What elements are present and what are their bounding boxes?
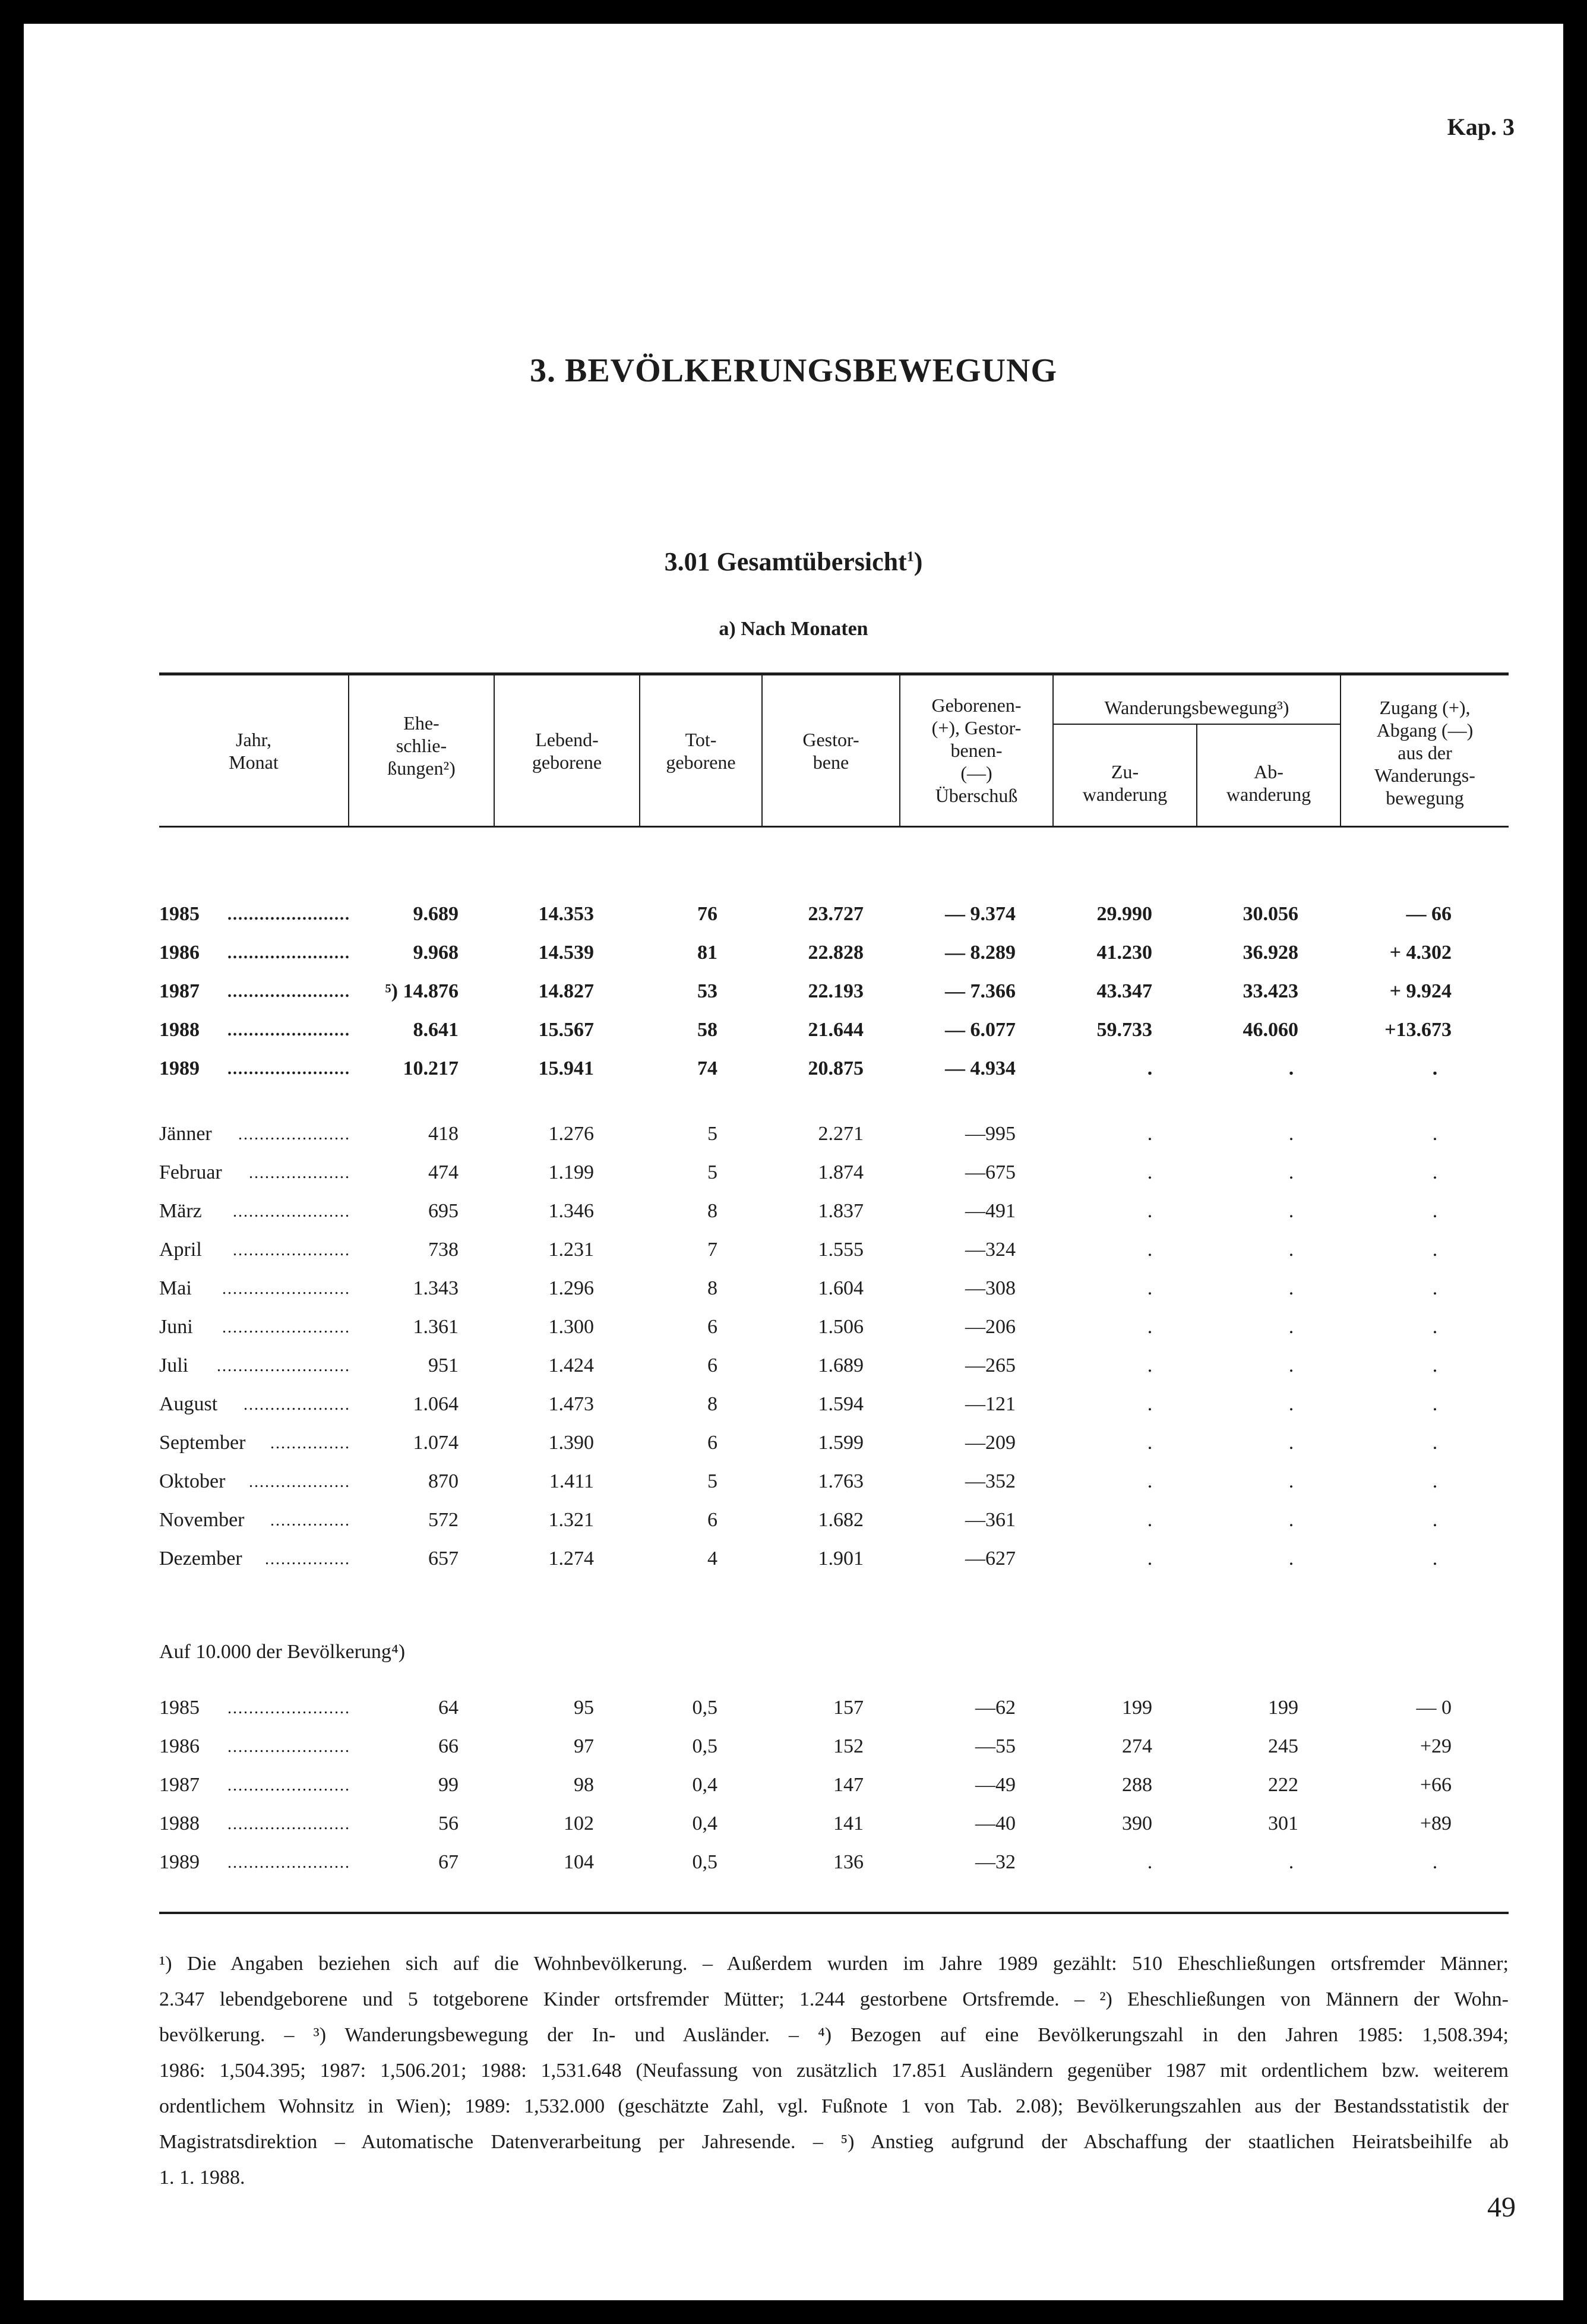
table-cell: . — [1288, 1509, 1294, 1531]
table-cell: 199 — [1122, 1697, 1152, 1719]
row-label-text: 1985 — [159, 1697, 200, 1719]
table-cell: 6 — [707, 1432, 717, 1454]
table-cell: 6 — [707, 1316, 717, 1338]
table-cell: 1.604 — [818, 1277, 864, 1299]
table-cell: 43.347 — [1096, 980, 1152, 1002]
table-cell: 147 — [833, 1774, 864, 1796]
leader-dots: ................... — [249, 1473, 350, 1491]
table-cell: 1.689 — [818, 1354, 864, 1376]
table-cell: 23.727 — [808, 903, 864, 925]
table-cell: 4 — [707, 1548, 717, 1570]
table-cell: —209 — [965, 1432, 1016, 1454]
footnote-line: 1. 1. 1988. — [159, 2167, 245, 2189]
table-cell: 1.473 — [548, 1393, 594, 1415]
table-cell: +66 — [1420, 1774, 1452, 1796]
table-cell: 222 — [1268, 1774, 1298, 1796]
table-cell: . — [1288, 1123, 1294, 1145]
table-cell: 157 — [833, 1697, 864, 1719]
table-cell: 95 — [574, 1697, 594, 1719]
table-cell: 5 — [707, 1123, 717, 1145]
table-cell: 59.733 — [1096, 1019, 1152, 1041]
table-cell: 64 — [438, 1697, 459, 1719]
table-cell: 1.074 — [413, 1432, 459, 1454]
table-cell: 81 — [697, 942, 717, 964]
leader-dots: ....................... — [227, 944, 350, 962]
header-gestorbene: Gestor- bene — [802, 729, 859, 773]
table-cell: . — [1288, 1548, 1294, 1570]
rate-section-heading: Auf 10.000 der Bevölkerung⁴) — [159, 1641, 406, 1663]
table-cell: 33.423 — [1243, 980, 1298, 1002]
table-cell: 1.411 — [549, 1470, 594, 1492]
leader-dots: ....................... — [227, 1776, 350, 1795]
table-cell: 1.343 — [413, 1277, 459, 1299]
table-cell: . — [1432, 1851, 1438, 1873]
table-cell: —627 — [965, 1548, 1016, 1570]
table-cell: —491 — [965, 1200, 1016, 1222]
table-cell: . — [1432, 1200, 1438, 1222]
chapter-label: Kap. 3 — [1447, 113, 1515, 140]
table-title: 3.01 Gesamtübersicht$^1$) — [664, 547, 923, 576]
footnotes — [159, 1946, 1509, 2196]
table-cell: 98 — [574, 1774, 594, 1796]
table-cell: . — [1147, 1316, 1153, 1338]
table-cell: 8.641 — [413, 1019, 459, 1041]
table-cell: . — [1147, 1432, 1153, 1454]
row-label-text: Jänner — [159, 1123, 212, 1145]
table-cell: —308 — [965, 1277, 1016, 1299]
table-cell: . — [1288, 1432, 1294, 1454]
table-cell: 6 — [707, 1509, 717, 1531]
table-cell: 1.274 — [548, 1548, 594, 1570]
table-cell: . — [1288, 1354, 1294, 1376]
table-cell: —49 — [975, 1774, 1016, 1796]
table-cell: 274 — [1122, 1735, 1152, 1757]
table-cell: —675 — [965, 1161, 1016, 1183]
table-bottom-rule — [159, 1912, 1509, 1914]
table-cell: —32 — [975, 1851, 1016, 1873]
table-cell: —62 — [975, 1697, 1016, 1719]
leader-dots: ....................... — [227, 1699, 350, 1717]
table-cell: —265 — [965, 1354, 1016, 1376]
table-cell: — 66 — [1406, 903, 1452, 925]
table-cell: 14.827 — [538, 980, 594, 1002]
row-label-text: 1988 — [159, 1019, 200, 1041]
table-cell: 695 — [428, 1200, 459, 1222]
table-cell: 30.056 — [1243, 903, 1298, 925]
table-cell: 0,5 — [692, 1697, 717, 1719]
table-cell: 1.682 — [818, 1509, 864, 1531]
table-cell: 1.594 — [818, 1393, 864, 1415]
table-cell: + 4.302 — [1389, 942, 1452, 964]
table-cell: 1.901 — [818, 1548, 864, 1570]
table-cell: 951 — [428, 1354, 459, 1376]
leader-dots: .................... — [244, 1395, 350, 1414]
table-cell: 104 — [564, 1851, 594, 1873]
table-cell: 102 — [564, 1813, 594, 1834]
leader-dots: ........................ — [222, 1280, 350, 1298]
table-cell: — 4.934 — [945, 1057, 1016, 1079]
footnote-line: Magistratsdirektion – Automatische Datenverarbeitung per Jahresende. – ⁵) Anstieg aufgrund der Abschaffung der staatlichen Heiratsbeihilfe ab — [159, 2131, 1509, 2153]
table-cell: 15.567 — [538, 1019, 594, 1041]
table-cell: . — [1432, 1354, 1438, 1376]
leader-dots: ........................ — [222, 1318, 350, 1337]
table-cell: — 8.289 — [945, 942, 1016, 964]
footnote-line: 1986: 1,504.395; 1987: 1,506.201; 1988: 1,531.648 (Neufassung von zusätzlich 17.851 Ausländern gegenüber 1987 mit ordentlichem bzw. weiterem — [159, 2060, 1509, 2082]
table-cell: 9.968 — [413, 942, 459, 964]
table-cell: . — [1288, 1316, 1294, 1338]
table-cell: 1.874 — [818, 1161, 864, 1183]
leader-dots: ..................... — [238, 1125, 350, 1144]
table-cell: —40 — [975, 1813, 1016, 1834]
table-cell: 1.390 — [548, 1432, 594, 1454]
table-cell: . — [1432, 1432, 1438, 1454]
table-cell: 58 — [697, 1019, 717, 1041]
table-cell: . — [1432, 1161, 1438, 1183]
table-cell: . — [1288, 1277, 1294, 1299]
leader-dots: ....................... — [227, 1853, 350, 1872]
table-cell: 1.424 — [548, 1354, 594, 1376]
table-cell: . — [1288, 1393, 1294, 1415]
table-cell: 738 — [428, 1239, 459, 1261]
table-cell: ⁵) 14.876 — [385, 980, 459, 1002]
table-cell: 1.276 — [548, 1123, 594, 1145]
leader-dots: ....................... — [227, 1060, 350, 1078]
leader-dots: ...................... — [233, 1202, 350, 1221]
table-cell: . — [1147, 1509, 1153, 1531]
row-label-text: Juni — [159, 1316, 193, 1338]
table-cell: . — [1147, 1200, 1153, 1222]
table-cell: . — [1288, 1200, 1294, 1222]
table-cell: . — [1432, 1470, 1438, 1492]
row-label-text: Dezember — [159, 1548, 242, 1570]
table-cell: . — [1432, 1316, 1438, 1338]
table-cell: 0,4 — [692, 1813, 717, 1834]
table-cell: 36.928 — [1243, 942, 1298, 964]
table-cell: 21.644 — [808, 1019, 864, 1041]
table-cell: —361 — [965, 1509, 1016, 1531]
table-cell: 9.689 — [413, 903, 459, 925]
table-cell: . — [1432, 1393, 1438, 1415]
table-cell: — 6.077 — [945, 1019, 1016, 1041]
table-cell: . — [1432, 1548, 1438, 1570]
table-cell: . — [1432, 1123, 1438, 1145]
leader-dots: ....................... — [227, 983, 350, 1001]
table-cell: + 9.924 — [1389, 980, 1452, 1002]
table-cell: . — [1147, 1161, 1153, 1183]
table-cell: —121 — [965, 1393, 1016, 1415]
table-cell: 1.599 — [818, 1432, 864, 1454]
table-cell: 99 — [438, 1774, 459, 1796]
table-cell: . — [1147, 1354, 1153, 1376]
row-label-text: 1987 — [159, 980, 200, 1002]
table-cell: 572 — [428, 1509, 459, 1531]
header-totgeborene: Tot- geborene — [666, 729, 736, 773]
table-cell: . — [1288, 1057, 1294, 1079]
table-cell: 390 — [1122, 1813, 1152, 1834]
row-label-text: 1989 — [159, 1057, 200, 1079]
table-cell: 0,5 — [692, 1851, 717, 1873]
table-cell: 0,4 — [692, 1774, 717, 1796]
table-subtitle: a) Nach Monaten — [719, 618, 868, 640]
table-cell: . — [1147, 1548, 1153, 1570]
table-cell: 418 — [428, 1123, 459, 1145]
table-cell: 1.199 — [548, 1161, 594, 1183]
table-cell: 74 — [697, 1057, 717, 1079]
table-cell: . — [1432, 1277, 1438, 1299]
leader-dots: ....................... — [227, 1021, 350, 1040]
row-label-text: Februar — [159, 1161, 222, 1183]
table-cell: 46.060 — [1243, 1019, 1298, 1041]
row-label-text: 1989 — [159, 1851, 200, 1873]
table-cell: . — [1288, 1470, 1294, 1492]
table-cell: 14.539 — [538, 942, 594, 964]
table-cell: 1.321 — [548, 1509, 594, 1531]
table-cell: 8 — [707, 1277, 717, 1299]
document-page — [24, 24, 1563, 2300]
table-cell: —55 — [975, 1735, 1016, 1757]
table-cell: 1.231 — [548, 1239, 594, 1261]
table-cell: 301 — [1268, 1813, 1298, 1834]
table-cell: . — [1432, 1239, 1438, 1261]
header-top-rule — [159, 672, 1509, 675]
row-label-text: September — [159, 1432, 246, 1454]
table-cell: 1.300 — [548, 1316, 594, 1338]
table-cell: 657 — [428, 1548, 459, 1570]
leader-dots: ....................... — [227, 1815, 350, 1833]
table-cell: 1.296 — [548, 1277, 594, 1299]
table-cell: 0,5 — [692, 1735, 717, 1757]
table-cell: 1.064 — [413, 1393, 459, 1415]
table-cell: 53 — [697, 980, 717, 1002]
table-cell: 1.555 — [818, 1239, 864, 1261]
table-cell: +29 — [1420, 1735, 1452, 1757]
table-cell: — 9.374 — [945, 903, 1016, 925]
row-label-text: 1987 — [159, 1774, 200, 1796]
table-cell: — 7.366 — [945, 980, 1016, 1002]
row-label-text: August — [159, 1393, 218, 1415]
leader-dots: ....................... — [227, 905, 350, 924]
table-cell: . — [1147, 1851, 1153, 1873]
table-cell: 8 — [707, 1393, 717, 1415]
header-jahr-monat: Jahr, Monat — [229, 729, 279, 773]
table-cell: 1.361 — [413, 1316, 459, 1338]
row-label-text: Oktober — [159, 1470, 226, 1492]
footnote-line: bevölkerung. – ³) Wanderungsbewegung der In- und Ausländer. – ⁴) Bezogen auf eine Bevölkerungszahl in den Jahren 1985: 1,508.394; — [159, 2024, 1509, 2046]
table-cell: . — [1147, 1239, 1153, 1261]
table-cell: 22.828 — [808, 942, 864, 964]
page-heading: 3. BEVÖLKERUNGSBEWEGUNG — [529, 352, 1058, 389]
table-cell: 41.230 — [1096, 942, 1152, 964]
row-label-text: 1986 — [159, 1735, 200, 1757]
table-cell: 6 — [707, 1354, 717, 1376]
table-cell: . — [1288, 1239, 1294, 1261]
row-label-text: April — [159, 1239, 202, 1261]
row-label-text: März — [159, 1200, 202, 1222]
table-cell: 1.763 — [818, 1470, 864, 1492]
table-cell: +13.673 — [1384, 1019, 1452, 1041]
table-cell: +89 — [1420, 1813, 1452, 1834]
table-cell: . — [1147, 1393, 1153, 1415]
footnote-line: ordentlichem Wohnsitz in Wien); 1989: 1,532.000 (geschätzte Zahl, vgl. Fußnote 1 von Tab. 2.08); Bevölkerungszahlen aus der Bestandsstatistik der — [159, 2095, 1509, 2117]
table-cell: 1.506 — [818, 1316, 864, 1338]
header-zuwanderung: Zu- wanderung — [1082, 761, 1168, 805]
table-cell: . — [1288, 1851, 1294, 1873]
table-cell: 97 — [574, 1735, 594, 1757]
leader-dots: ............... — [270, 1434, 350, 1452]
table-cell: 10.217 — [403, 1057, 459, 1079]
page-number: 49 — [1487, 2192, 1516, 2223]
table-cell: . — [1288, 1161, 1294, 1183]
header-abwanderung: Ab- wanderung — [1226, 761, 1311, 805]
leader-dots: ....................... — [227, 1738, 350, 1756]
table-cell: —995 — [965, 1123, 1016, 1145]
table-cell: 5 — [707, 1161, 717, 1183]
header-bottom-rule — [159, 826, 1509, 828]
footnote-line: ¹) Die Angaben beziehen sich auf die Wohnbevölkerung. – Außerdem wurden im Jahre 1989 gezählt: 510 Eheschließungen ortsfremder Männer; — [159, 1953, 1509, 1975]
leader-dots: ................ — [265, 1550, 350, 1568]
row-label-text: 1986 — [159, 942, 200, 964]
row-label-text: 1985 — [159, 903, 200, 925]
table-cell: 2.271 — [818, 1123, 864, 1145]
table-cell: 66 — [438, 1735, 459, 1757]
table-cell: . — [1147, 1470, 1153, 1492]
row-label-text: Mai — [159, 1277, 192, 1299]
table-cell: 141 — [833, 1813, 864, 1834]
leader-dots: ............... — [270, 1511, 350, 1530]
table-cell: . — [1432, 1509, 1438, 1531]
table-cell: 152 — [833, 1735, 864, 1757]
table-cell: 76 — [697, 903, 717, 925]
table-cell: 245 — [1268, 1735, 1298, 1757]
header-ueberschuss: Geborenen- (+), Gestor- benen- (—) Überschuß — [931, 694, 1022, 806]
row-label-text: 1988 — [159, 1813, 200, 1834]
table-cell: 29.990 — [1096, 903, 1152, 925]
table-cell: 1.837 — [818, 1200, 864, 1222]
table-cell: 20.875 — [808, 1057, 864, 1079]
header-eheschliessungen: Ehe- schlie- ßungen²) — [387, 712, 456, 779]
table-cell: 1.346 — [548, 1200, 594, 1222]
header-lebendgeborene: Lebend- geborene — [532, 729, 602, 773]
table-cell: 870 — [428, 1470, 459, 1492]
table-cell: 14.353 — [538, 903, 594, 925]
table-cell: 56 — [438, 1813, 459, 1834]
table-cell: 474 — [428, 1161, 459, 1183]
table-cell: 199 — [1268, 1697, 1298, 1719]
table-cell: 136 — [833, 1851, 864, 1873]
leader-dots: ......................... — [217, 1357, 350, 1375]
table-cell: 288 — [1122, 1774, 1152, 1796]
table-cell: 7 — [707, 1239, 717, 1261]
table-cell: 8 — [707, 1200, 717, 1222]
row-label-text: Juli — [159, 1354, 189, 1376]
leader-dots: ................... — [249, 1164, 350, 1182]
footnote-line: 2.347 lebendgeborene und 5 totgeborene Kinder ortsfremder Mütter; 1.244 gestorbene Ortsfremde. – ²) Eheschließungen von Männern der Wohn- — [159, 1988, 1509, 2010]
table-cell: 22.193 — [808, 980, 864, 1002]
table-cell: 5 — [707, 1470, 717, 1492]
header-zugang-abgang: Zugang (+), Abgang (—) aus der Wanderungs- bewegung — [1374, 697, 1475, 809]
header-wanderungsbewegung: Wanderungsbewegung³) — [1104, 697, 1289, 718]
table-cell: 67 — [438, 1851, 459, 1873]
table-cell: . — [1432, 1057, 1438, 1079]
leader-dots: ...................... — [233, 1241, 350, 1259]
table-cell: . — [1147, 1057, 1153, 1079]
table-cell: 15.941 — [538, 1057, 594, 1079]
table-cell: . — [1147, 1277, 1153, 1299]
table-cell: —352 — [965, 1470, 1016, 1492]
table-cell: —324 — [965, 1239, 1016, 1261]
table-cell: —206 — [965, 1316, 1016, 1338]
table-cell: . — [1147, 1123, 1153, 1145]
row-label-text: November — [159, 1509, 245, 1531]
table-cell: — 0 — [1416, 1697, 1452, 1719]
